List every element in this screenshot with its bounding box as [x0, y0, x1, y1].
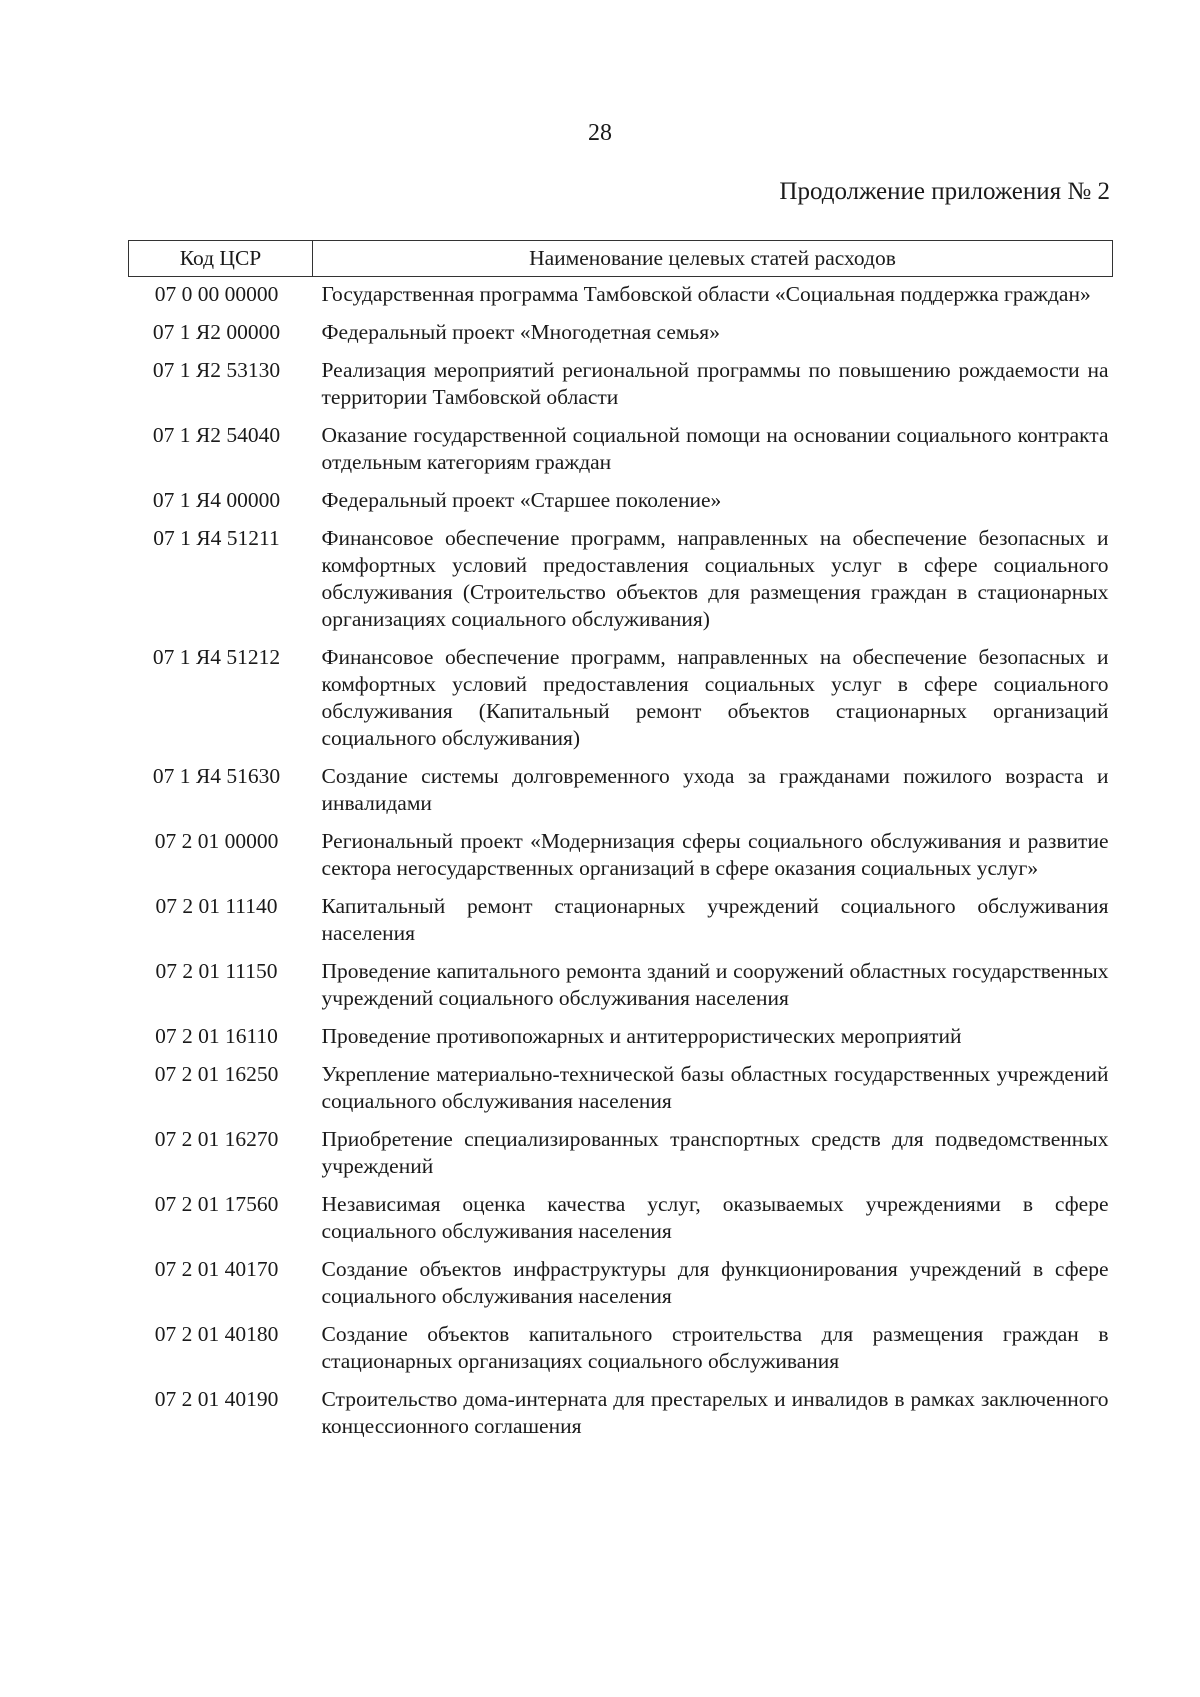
table-row [129, 315, 1113, 353]
table-row [129, 1317, 1113, 1382]
table-body [129, 277, 1113, 1448]
row-name: Приобретение специализированных транспортных средств для подведомственных учреждений [321, 1127, 1109, 1178]
table-row [129, 954, 1113, 1019]
row-code: 07 2 01 40180 [154, 1322, 279, 1346]
row-code: 07 1 Я4 00000 [152, 488, 281, 512]
row-code: 07 2 01 16110 [155, 1024, 278, 1048]
table-row [129, 1382, 1113, 1447]
header-code: Код ЦСР [129, 241, 313, 277]
row-name: Региональный проект «Модернизация сферы социального обслуживания и развитие сектора негосударственных организаций в сфере оказания социальных услуг» [321, 829, 1109, 880]
target-expense-items-table [128, 240, 1113, 1447]
row-code: 07 2 01 00000 [154, 829, 279, 853]
row-name: Государственная программа Тамбовской области «Социальная поддержка граждан» [321, 282, 1091, 306]
row-code: 07 1 Я2 54040 [152, 423, 281, 447]
row-name: Федеральный проект «Многодетная семья» [321, 320, 720, 344]
row-code: 07 1 Я2 53130 [152, 358, 281, 382]
page-number: 28 [588, 120, 612, 146]
budget-classification-table [128, 240, 1112, 1447]
row-name: Строительство дома-интерната для престарелых и инвалидов в рамках заключенного концессионного соглашения [321, 1387, 1109, 1438]
row-code: 07 1 Я2 00000 [152, 320, 281, 344]
row-name: Федеральный проект «Старшее поколение» [321, 488, 722, 512]
table-row [129, 418, 1113, 483]
row-code: 07 2 01 40190 [154, 1387, 279, 1411]
table-row [129, 1057, 1113, 1122]
table-row [129, 640, 1113, 759]
table-row [129, 824, 1113, 889]
table-row [129, 521, 1113, 640]
table-row [129, 759, 1113, 824]
table-header [129, 241, 1113, 277]
table-row [129, 483, 1113, 521]
table-row [129, 1187, 1113, 1252]
row-code: 07 2 01 16270 [154, 1127, 279, 1151]
row-code: 07 1 Я4 51630 [152, 764, 281, 788]
row-code: 07 2 01 40170 [154, 1257, 279, 1281]
row-name: Укрепление материально-технической базы областных государственных учреждений социального обслуживания населения [321, 1062, 1109, 1113]
row-code: 07 1 Я4 51212 [152, 645, 281, 669]
row-code: 07 2 01 17560 [154, 1192, 279, 1216]
row-code: 07 1 Я4 51211 [153, 526, 280, 550]
row-name: Создание объектов инфраструктуры для функционирования учреждений в сфере социального обслуживания населения [321, 1257, 1109, 1308]
row-name: Создание системы долговременного ухода за гражданами пожилого возраста и инвалидами [321, 764, 1109, 815]
row-name: Независимая оценка качества услуг, оказываемых учреждениями в сфере социального обслуживания населения [321, 1192, 1109, 1243]
row-code: 07 2 01 11150 [155, 959, 278, 983]
row-name: Финансовое обеспечение программ, направленных на обеспечение безопасных и комфортных условий предоставления социальных услуг в сфере социального обслуживания (Строительство объектов для размещения граждан в стационарных организациях социального обслуживания) [321, 526, 1109, 631]
row-name: Создание объектов капитального строительства для размещения граждан в стационарных организациях социального обслуживания [321, 1322, 1109, 1373]
table-row [129, 1252, 1113, 1317]
row-name: Капитальный ремонт стационарных учреждений социального обслуживания населения [321, 894, 1109, 945]
table-row [129, 1019, 1113, 1057]
header-name: Наименование целевых статей расходов [313, 241, 1113, 277]
row-code: 07 2 01 11140 [155, 894, 278, 918]
row-name: Финансовое обеспечение программ, направленных на обеспечение безопасных и комфортных условий предоставления социальных услуг в сфере социального обслуживания (Капитальный ремонт объектов стационарных организаций социального обслуживания) [321, 645, 1109, 750]
table-header-row [129, 241, 1113, 277]
row-name: Оказание государственной социальной помощи на основании социального контракта отдельным категориям граждан [321, 423, 1109, 474]
table-row [129, 353, 1113, 418]
row-code: 07 2 01 16250 [154, 1062, 279, 1086]
row-name: Проведение противопожарных и антитеррористических мероприятий [321, 1024, 962, 1048]
appendix-caption: Продолжение приложения № 2 [779, 178, 1110, 205]
table-row [129, 1122, 1113, 1187]
table-row [129, 277, 1113, 316]
row-name: Реализация мероприятий региональной программы по повышению рождаемости на территории Тамбовской области [321, 358, 1109, 409]
row-name: Проведение капитального ремонта зданий и сооружений областных государственных учреждений социального обслуживания населения [321, 959, 1109, 1010]
table-row [129, 889, 1113, 954]
row-code: 07 0 00 00000 [154, 282, 279, 306]
